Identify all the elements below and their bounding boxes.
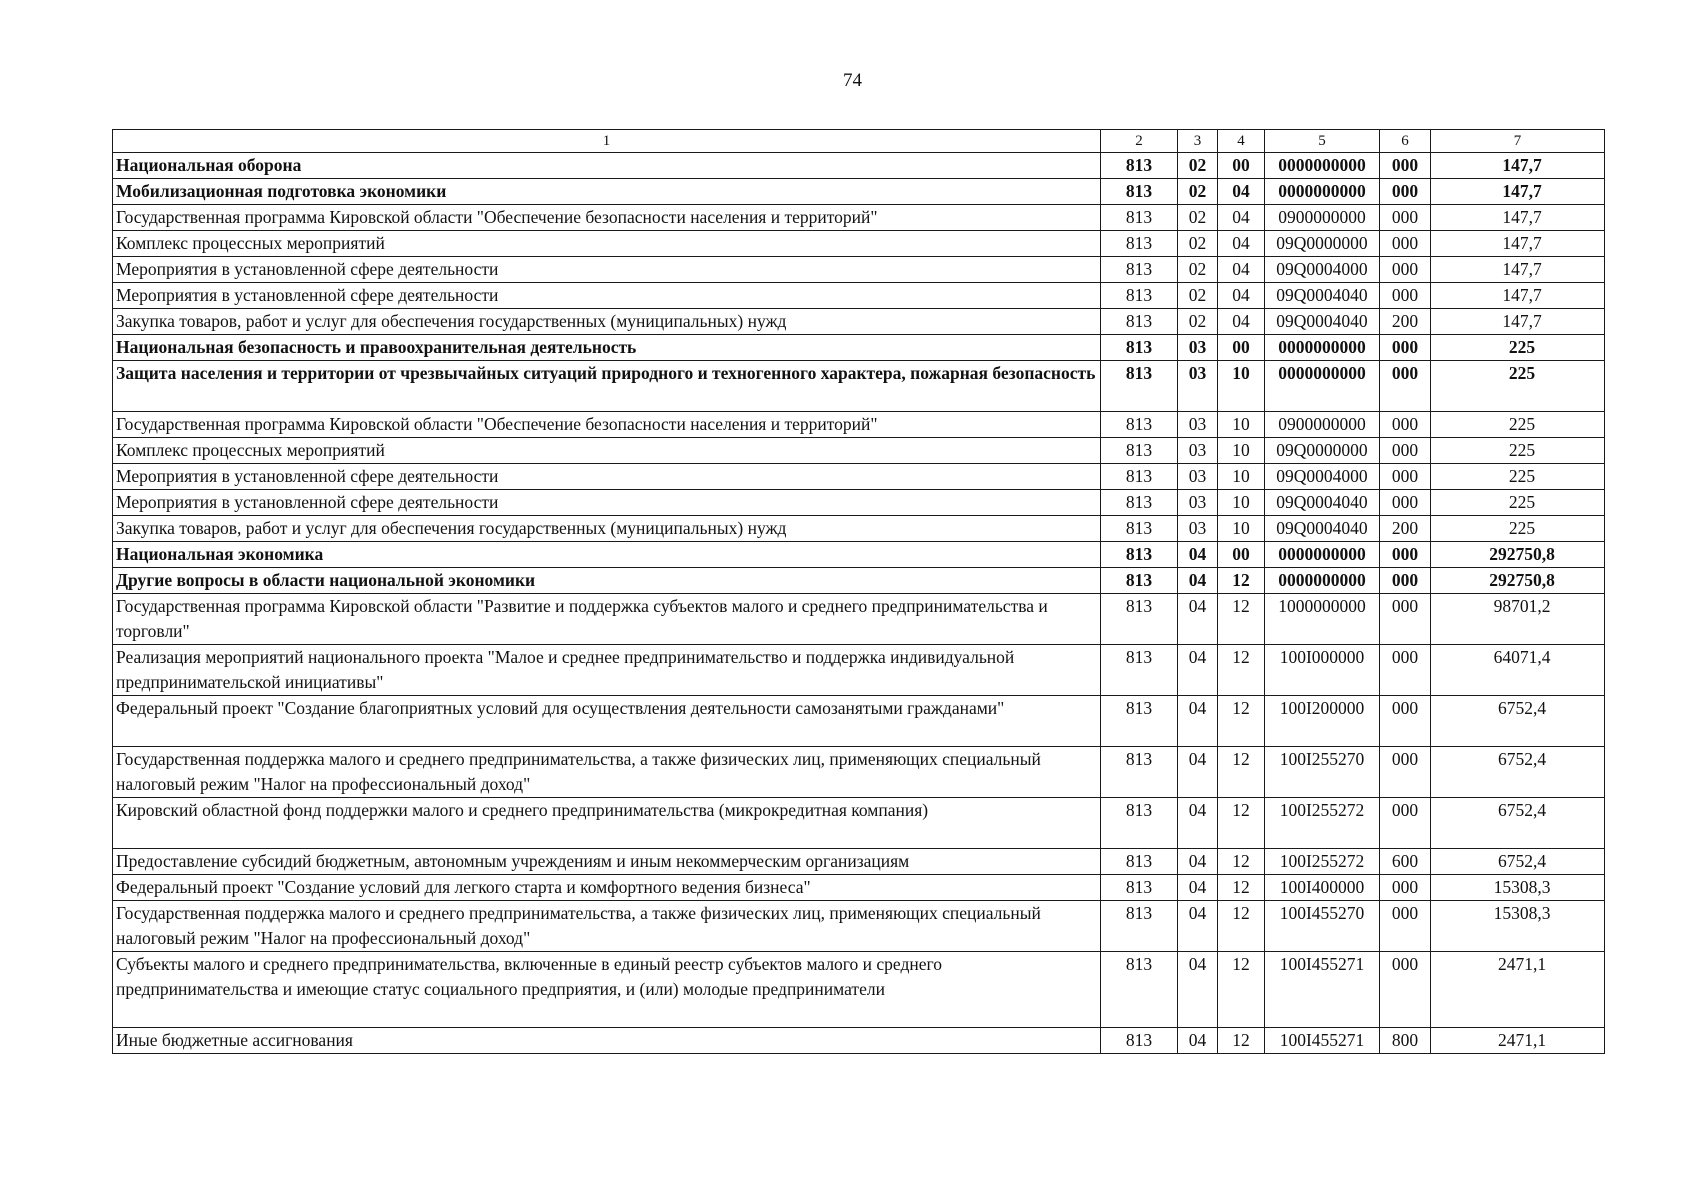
table-row [113, 645, 1605, 696]
target-article-code: 09Q0004040 [1265, 516, 1380, 542]
amount: 147,7 [1431, 257, 1605, 283]
ministry-code: 813 [1101, 464, 1178, 490]
subsection-code: 10 [1218, 412, 1265, 438]
budget-item-name: Комплекс процессных мероприятий [113, 231, 1101, 257]
table-row [113, 412, 1605, 438]
subsection-code: 04 [1218, 179, 1265, 205]
ministry-code: 813 [1101, 798, 1178, 849]
budget-item-name: Защита населения и территории от чрезвычайных ситуаций природного и техногенного характера, пожарная безопасность [113, 361, 1101, 412]
subsection-code: 12 [1218, 747, 1265, 798]
amount: 225 [1431, 361, 1605, 412]
section-code: 04 [1178, 875, 1218, 901]
expense-type-code: 000 [1380, 645, 1431, 696]
target-article-code: 0900000000 [1265, 205, 1380, 231]
subsection-code: 10 [1218, 490, 1265, 516]
subsection-code: 00 [1218, 335, 1265, 361]
section-code: 04 [1178, 798, 1218, 849]
section-code: 04 [1178, 645, 1218, 696]
ministry-code: 813 [1101, 231, 1178, 257]
ministry-code: 813 [1101, 875, 1178, 901]
subsection-code: 12 [1218, 645, 1265, 696]
target-article-code: 100I455270 [1265, 901, 1380, 952]
table-row [113, 438, 1605, 464]
subsection-code: 12 [1218, 1028, 1265, 1054]
ministry-code: 813 [1101, 257, 1178, 283]
column-header: 3 [1178, 130, 1218, 153]
section-code: 04 [1178, 747, 1218, 798]
section-code: 04 [1178, 849, 1218, 875]
expense-type-code: 000 [1380, 257, 1431, 283]
budget-item-name: Федеральный проект "Создание условий для легкого старта и комфортного ведения бизнеса" [113, 875, 1101, 901]
subsection-code: 12 [1218, 901, 1265, 952]
target-article-code: 0000000000 [1265, 153, 1380, 179]
table-row [113, 335, 1605, 361]
amount: 225 [1431, 464, 1605, 490]
target-article-code: 100I455271 [1265, 1028, 1380, 1054]
expense-type-code: 000 [1380, 283, 1431, 309]
amount: 15308,3 [1431, 901, 1605, 952]
expense-type-code: 000 [1380, 490, 1431, 516]
table-row [113, 875, 1605, 901]
amount: 225 [1431, 490, 1605, 516]
target-article-code: 09Q0004000 [1265, 464, 1380, 490]
budget-item-name: Комплекс процессных мероприятий [113, 438, 1101, 464]
expense-type-code: 200 [1380, 516, 1431, 542]
budget-item-name: Предоставление субсидий бюджетным, автономным учреждениям и иным некоммерческим организациям [113, 849, 1101, 875]
budget-item-name: Государственная программа Кировской области "Обеспечение безопасности населения и территорий" [113, 412, 1101, 438]
section-code: 02 [1178, 309, 1218, 335]
ministry-code: 813 [1101, 153, 1178, 179]
budget-item-name: Мероприятия в установленной сфере деятельности [113, 464, 1101, 490]
section-code: 03 [1178, 438, 1218, 464]
amount: 6752,4 [1431, 798, 1605, 849]
amount: 225 [1431, 516, 1605, 542]
budget-item-name: Мобилизационная подготовка экономики [113, 179, 1101, 205]
ministry-code: 813 [1101, 568, 1178, 594]
table-row [113, 696, 1605, 747]
budget-item-name: Субъекты малого и среднего предпринимательства, включенные в единый реестр субъектов малого и среднего предпринимательства и имеющие статус социального предприятия, и (или) молодые предприниматели [113, 952, 1101, 1028]
amount: 292750,8 [1431, 568, 1605, 594]
ministry-code: 813 [1101, 309, 1178, 335]
target-article-code: 100I000000 [1265, 645, 1380, 696]
target-article-code: 100I255270 [1265, 747, 1380, 798]
table-row [113, 361, 1605, 412]
ministry-code: 813 [1101, 412, 1178, 438]
amount: 15308,3 [1431, 875, 1605, 901]
amount: 98701,2 [1431, 594, 1605, 645]
section-code: 03 [1178, 361, 1218, 412]
ministry-code: 813 [1101, 335, 1178, 361]
ministry-code: 813 [1101, 747, 1178, 798]
target-article-code: 09Q0000000 [1265, 231, 1380, 257]
amount: 6752,4 [1431, 747, 1605, 798]
target-article-code: 0000000000 [1265, 568, 1380, 594]
section-code: 04 [1178, 901, 1218, 952]
section-code: 04 [1178, 1028, 1218, 1054]
budget-item-name: Мероприятия в установленной сфере деятельности [113, 257, 1101, 283]
budget-item-name: Реализация мероприятий национального проекта "Малое и среднее предпринимательство и поддержка индивидуальной предпринимательской инициативы" [113, 645, 1101, 696]
section-code: 02 [1178, 153, 1218, 179]
budget-item-name: Государственная программа Кировской области "Обеспечение безопасности населения и территорий" [113, 205, 1101, 231]
subsection-code: 12 [1218, 594, 1265, 645]
subsection-code: 12 [1218, 875, 1265, 901]
subsection-code: 00 [1218, 542, 1265, 568]
ministry-code: 813 [1101, 361, 1178, 412]
expense-type-code: 000 [1380, 568, 1431, 594]
subsection-code: 10 [1218, 361, 1265, 412]
expense-type-code: 000 [1380, 205, 1431, 231]
expense-type-code: 000 [1380, 696, 1431, 747]
budget-item-name: Иные бюджетные ассигнования [113, 1028, 1101, 1054]
table-row [113, 747, 1605, 798]
target-article-code: 0000000000 [1265, 179, 1380, 205]
table-row [113, 179, 1605, 205]
expense-type-code: 200 [1380, 309, 1431, 335]
budget-item-name: Другие вопросы в области национальной экономики [113, 568, 1101, 594]
table-row [113, 1028, 1605, 1054]
amount: 292750,8 [1431, 542, 1605, 568]
ministry-code: 813 [1101, 205, 1178, 231]
section-code: 02 [1178, 179, 1218, 205]
expense-type-code: 000 [1380, 901, 1431, 952]
table-row [113, 901, 1605, 952]
section-code: 04 [1178, 594, 1218, 645]
expense-type-code: 000 [1380, 153, 1431, 179]
expense-type-code: 000 [1380, 875, 1431, 901]
budget-item-name: Государственная поддержка малого и среднего предпринимательства, а также физических лиц, применяющих специальный налоговый режим "Налог на профессиональный доход" [113, 901, 1101, 952]
expense-type-code: 600 [1380, 849, 1431, 875]
expense-type-code: 800 [1380, 1028, 1431, 1054]
budget-item-name: Государственная поддержка малого и среднего предпринимательства, а также физических лиц, применяющих специальный налоговый режим "Налог на профессиональный доход" [113, 747, 1101, 798]
expense-type-code: 000 [1380, 438, 1431, 464]
target-article-code: 09Q0004040 [1265, 490, 1380, 516]
table-row [113, 153, 1605, 179]
section-code: 03 [1178, 335, 1218, 361]
amount: 6752,4 [1431, 696, 1605, 747]
amount: 147,7 [1431, 283, 1605, 309]
section-code: 04 [1178, 952, 1218, 1028]
target-article-code: 09Q0004000 [1265, 257, 1380, 283]
subsection-code: 12 [1218, 849, 1265, 875]
section-code: 04 [1178, 568, 1218, 594]
section-code: 03 [1178, 412, 1218, 438]
subsection-code: 04 [1218, 231, 1265, 257]
target-article-code: 09Q0004040 [1265, 309, 1380, 335]
budget-table [112, 129, 1605, 1054]
subsection-code: 04 [1218, 257, 1265, 283]
subsection-code: 10 [1218, 464, 1265, 490]
amount: 225 [1431, 438, 1605, 464]
target-article-code: 100I200000 [1265, 696, 1380, 747]
ministry-code: 813 [1101, 438, 1178, 464]
table-row [113, 464, 1605, 490]
expense-type-code: 000 [1380, 335, 1431, 361]
section-code: 02 [1178, 283, 1218, 309]
amount: 225 [1431, 335, 1605, 361]
table-row [113, 952, 1605, 1028]
expense-type-code: 000 [1380, 361, 1431, 412]
ministry-code: 813 [1101, 594, 1178, 645]
column-header: 6 [1380, 130, 1431, 153]
table-header-row [113, 130, 1605, 153]
table-row [113, 516, 1605, 542]
budget-item-name: Государственная программа Кировской области "Развитие и поддержка субъектов малого и среднего предпринимательства и торговли" [113, 594, 1101, 645]
table-row [113, 798, 1605, 849]
expense-type-code: 000 [1380, 464, 1431, 490]
amount: 147,7 [1431, 231, 1605, 257]
ministry-code: 813 [1101, 645, 1178, 696]
amount: 147,7 [1431, 205, 1605, 231]
section-code: 03 [1178, 464, 1218, 490]
expense-type-code: 000 [1380, 594, 1431, 645]
expense-type-code: 000 [1380, 747, 1431, 798]
target-article-code: 100I255272 [1265, 849, 1380, 875]
expense-type-code: 000 [1380, 179, 1431, 205]
subsection-code: 12 [1218, 568, 1265, 594]
target-article-code: 0000000000 [1265, 542, 1380, 568]
budget-item-name: Закупка товаров, работ и услуг для обеспечения государственных (муниципальных) нужд [113, 516, 1101, 542]
ministry-code: 813 [1101, 542, 1178, 568]
subsection-code: 12 [1218, 798, 1265, 849]
amount: 6752,4 [1431, 849, 1605, 875]
ministry-code: 813 [1101, 179, 1178, 205]
section-code: 02 [1178, 231, 1218, 257]
section-code: 02 [1178, 257, 1218, 283]
budget-item-name: Национальная безопасность и правоохранительная деятельность [113, 335, 1101, 361]
subsection-code: 10 [1218, 438, 1265, 464]
subsection-code: 04 [1218, 283, 1265, 309]
subsection-code: 12 [1218, 696, 1265, 747]
ministry-code: 813 [1101, 1028, 1178, 1054]
budget-item-name: Закупка товаров, работ и услуг для обеспечения государственных (муниципальных) нужд [113, 309, 1101, 335]
subsection-code: 00 [1218, 153, 1265, 179]
target-article-code: 100I400000 [1265, 875, 1380, 901]
target-article-code: 100I255272 [1265, 798, 1380, 849]
table-row [113, 231, 1605, 257]
target-article-code: 0000000000 [1265, 335, 1380, 361]
budget-item-name: Национальная оборона [113, 153, 1101, 179]
amount: 2471,1 [1431, 1028, 1605, 1054]
amount: 147,7 [1431, 179, 1605, 205]
amount: 147,7 [1431, 309, 1605, 335]
ministry-code: 813 [1101, 849, 1178, 875]
amount: 225 [1431, 412, 1605, 438]
subsection-code: 04 [1218, 309, 1265, 335]
amount: 147,7 [1431, 153, 1605, 179]
ministry-code: 813 [1101, 516, 1178, 542]
budget-item-name: Кировский областной фонд поддержки малого и среднего предпринимательства (микрокредитная компания) [113, 798, 1101, 849]
budget-item-name: Национальная экономика [113, 542, 1101, 568]
section-code: 03 [1178, 490, 1218, 516]
target-article-code: 0000000000 [1265, 361, 1380, 412]
budget-item-name: Мероприятия в установленной сфере деятельности [113, 283, 1101, 309]
column-header: 4 [1218, 130, 1265, 153]
subsection-code: 10 [1218, 516, 1265, 542]
table-row [113, 205, 1605, 231]
table-row [113, 594, 1605, 645]
table-row [113, 542, 1605, 568]
budget-item-name: Мероприятия в установленной сфере деятельности [113, 490, 1101, 516]
section-code: 02 [1178, 205, 1218, 231]
table-row [113, 568, 1605, 594]
column-header: 7 [1431, 130, 1605, 153]
column-header: 2 [1101, 130, 1178, 153]
ministry-code: 813 [1101, 490, 1178, 516]
subsection-code: 04 [1218, 205, 1265, 231]
budget-item-name: Федеральный проект "Создание благоприятных условий для осуществления деятельности самозанятыми гражданами" [113, 696, 1101, 747]
target-article-code: 0900000000 [1265, 412, 1380, 438]
target-article-code: 09Q0000000 [1265, 438, 1380, 464]
target-article-code: 100I455271 [1265, 952, 1380, 1028]
ministry-code: 813 [1101, 283, 1178, 309]
table-row [113, 490, 1605, 516]
target-article-code: 1000000000 [1265, 594, 1380, 645]
ministry-code: 813 [1101, 696, 1178, 747]
table-row [113, 309, 1605, 335]
expense-type-code: 000 [1380, 542, 1431, 568]
table-row [113, 257, 1605, 283]
table-row [113, 849, 1605, 875]
section-code: 04 [1178, 696, 1218, 747]
section-code: 03 [1178, 516, 1218, 542]
expense-type-code: 000 [1380, 798, 1431, 849]
expense-type-code: 000 [1380, 412, 1431, 438]
amount: 2471,1 [1431, 952, 1605, 1028]
page-number: 74 [843, 70, 862, 91]
column-header: 1 [113, 130, 1101, 153]
subsection-code: 12 [1218, 952, 1265, 1028]
amount: 64071,4 [1431, 645, 1605, 696]
table-row [113, 283, 1605, 309]
ministry-code: 813 [1101, 901, 1178, 952]
expense-type-code: 000 [1380, 231, 1431, 257]
section-code: 04 [1178, 542, 1218, 568]
expense-type-code: 000 [1380, 952, 1431, 1028]
column-header: 5 [1265, 130, 1380, 153]
target-article-code: 09Q0004040 [1265, 283, 1380, 309]
ministry-code: 813 [1101, 952, 1178, 1028]
